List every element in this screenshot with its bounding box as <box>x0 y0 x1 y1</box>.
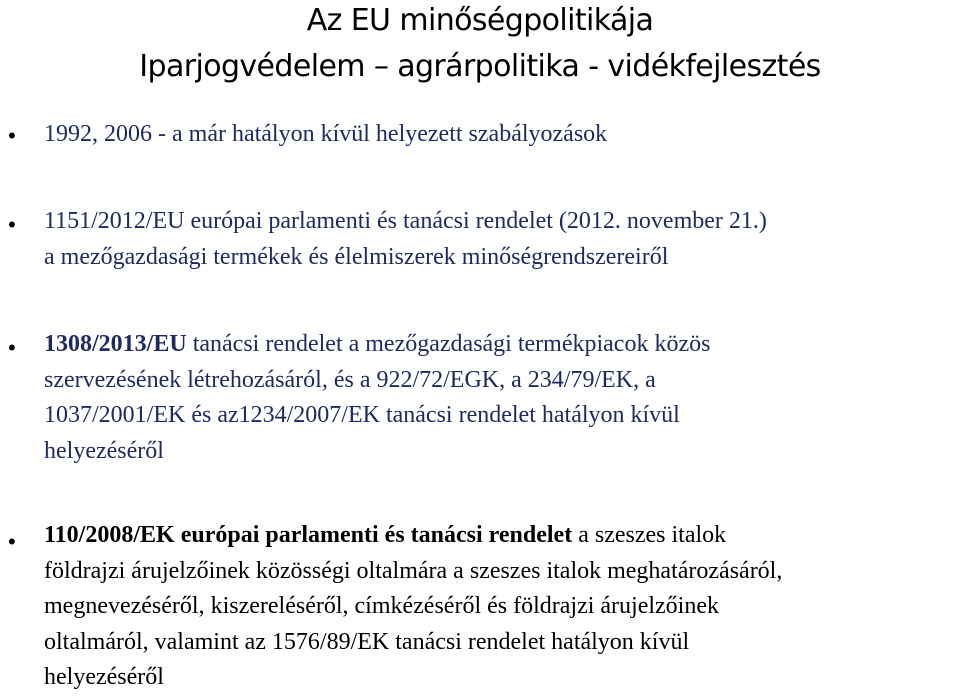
bullet-item-3 <box>44 327 954 469</box>
bullet-marker: • <box>8 212 16 237</box>
bullet-line: szervezésének létrehozásáról, és a 922/72/EGK, a 234/79/EK, a <box>44 366 656 393</box>
bullet-line: a mezőgazdasági termékek és élelmiszerek minőségrendszereiről <box>44 243 669 270</box>
bullet-line <box>44 327 954 363</box>
bullet-marker: • <box>8 529 16 554</box>
bullet-text: a szeszes italok <box>572 522 727 548</box>
regulation-number: 1308/2013/EU <box>44 331 187 357</box>
bullet-line: helyezéséről <box>44 437 164 464</box>
slide-title: Az EU minőségpolitikája <box>306 3 654 38</box>
bullet-line: földrajzi árujelzőinek közösségi oltalmára a szeszes italok meghatározásáról, <box>44 557 783 584</box>
bullet-item-1 <box>44 117 954 153</box>
bullet-line: 1992, 2006 - a már hatályon kívül helyezett szabályozások <box>44 121 608 147</box>
bullet-line: helyezéséről <box>44 664 164 690</box>
bullet-marker: • <box>8 123 16 148</box>
bullet-line: oltalmáról, valamint az 1576/89/EK tanácsi rendelet hatályon kívül <box>44 628 690 655</box>
regulation-title: 110/2008/EK európai parlamenti és tanácsi rendelet <box>44 522 573 548</box>
bullet-line: 1037/2001/EK és az1234/2007/EK tanácsi rendelet hatályon kívül <box>44 402 680 428</box>
bullet-item-2 <box>44 204 954 275</box>
bullet-item-4 <box>44 518 954 696</box>
bullet-line: 1151/2012/EU európai parlamenti és tanácsi rendelet (2012. november 21.) <box>44 208 767 234</box>
bullet-marker: • <box>8 335 16 360</box>
bullet-text: tanácsi rendelet a mezőgazdasági termékpiacok közös <box>186 331 711 357</box>
slide-subtitle: Iparjogvédelem – agrárpolitika - vidékfejlesztés <box>139 49 821 84</box>
bullet-line <box>44 518 954 554</box>
bullet-line: megnevezéséről, kiszereléséről, címkézéséről és földrajzi árujelzőinek <box>44 593 719 619</box>
